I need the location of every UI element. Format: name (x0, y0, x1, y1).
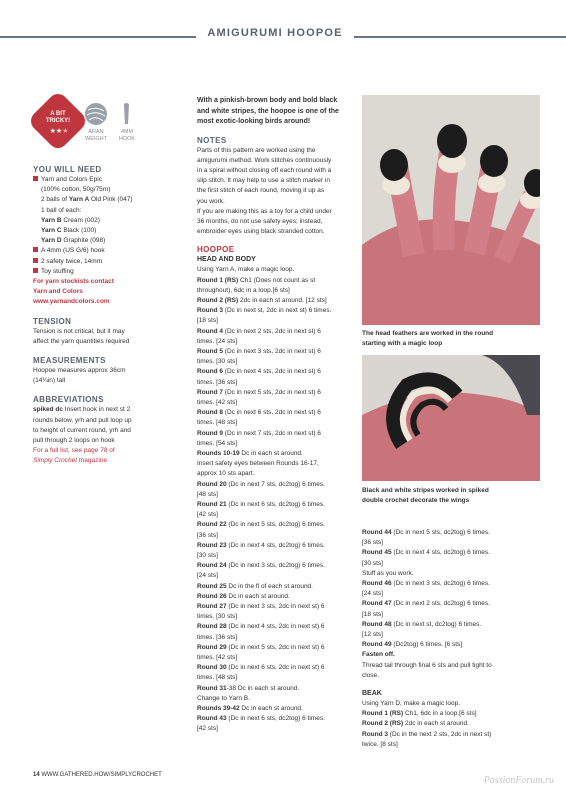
bullet-icon (33, 268, 38, 273)
instruction-line: [12 sts] (362, 631, 383, 639)
instruction-line: [48 sts] (197, 490, 218, 498)
instruction-line: Round 6 (Dc in next 4 sts, 2dc in next st) 6 (197, 368, 321, 376)
instruction-line: Round 4 (Dc in next 2 sts, 2dc in next st) 6 (197, 327, 321, 335)
instruction-line: [18 sts] (362, 610, 383, 618)
hoopoe-heading: HOOPOE (197, 245, 235, 255)
instruction-line: Round 3 (Dc in next st, 2dc in next st) 6 times. (197, 307, 332, 315)
instruction-line: Round 27 (Dc in next 3 sts, 2dc in next st) 6 (197, 603, 325, 611)
stockist-link[interactable]: www.yarnandcolors.com (33, 298, 110, 306)
instruction-line: Round 8 (Dc in next 6 sts, 2dc in next st) 6 (197, 409, 321, 417)
beak-heading: BEAK (362, 690, 382, 698)
instruction-line: [18 sts] (197, 317, 218, 325)
head-feathers-photo (362, 95, 540, 325)
hook-size-label: 4MM HOOK (118, 129, 136, 142)
difficulty-stars: ★★★ (49, 128, 69, 135)
instruction-line: times. [36 sts] (197, 633, 238, 641)
instruction-line: Round 30 (Dc in next 6 sts, 2dc in next st) 6 (197, 664, 325, 672)
instruction-line: times. [54 sts] (197, 439, 238, 447)
notes-text (197, 146, 357, 238)
instruction-line: Round 2 (RS) 2dc in each st around. (362, 720, 469, 728)
notes-line: Parts of this pattern are worked using the (197, 146, 316, 154)
materials-list: Yarn and Colors Epic (100% cotton, 50g/75m) 2 balls of Yarn A Old Pink (047) 1 ball of each: Yarn B Cream (002) Yarn C Black (100) Yarn D Graphite (098) A 4mm (US G/6) hook 2 safety twice, 14mm Toy stuffing For yarn stockists contact Yarn and Colors www.yarnandcolors.com (33, 175, 183, 308)
instruction-line: [30 sts] (197, 552, 218, 560)
info-badges (33, 96, 143, 146)
instruction-line: Round 46 (Dc in next 3 sts, dc2tog) 6 times. (362, 580, 490, 588)
instruction-line: Fasten off. (362, 651, 395, 659)
notes-heading: NOTES (197, 135, 227, 145)
instruction-line: Round 1 (RS) Ch1, 6dc in a loop.[6 sts] (362, 710, 477, 718)
intro-text: With a pinkish-brown body and bold black and white stripes, the hoopoe is one of the most exotic-looking birds around! (197, 97, 339, 125)
instruction-line: Round 2 (RS) 2dc in each st around. [12 sts] (197, 296, 327, 304)
instruction-line: [42 sts] (197, 511, 218, 519)
notes-line: embroider eyes using black stranded cotton. (197, 228, 325, 236)
photo-caption-2: Black and white stripes worked in spiked double crochet decorate the wings (362, 487, 489, 504)
instruction-line: Round 20 (Dc in next 7 sts, dc2tog) 6 times. (197, 480, 325, 488)
bullet-icon (33, 247, 38, 252)
abbreviations-heading: ABBREVIATIONS (33, 395, 104, 405)
materials-column: YOU WILL NEED Yarn and Colors Epic (100% cotton, 50g/75m) 2 balls of Yarn A Old Pink (047) 1 ball of each: Yarn B Cream (002) Yarn C Black (100) Yarn D Graphite (098) A 4mm (US G/6) hook 2 safety twice, 14mm Toy stuffing For yarn stockists contact Yarn and Colors www.yarnandcolors.com TENSION Tension is not critical, but it may affect the yarn quantities required MEASUREMENTS Hoopoe measures approx 36cm (14¼in) tall ABBREVIATIONS spiked dc Insert hook in next st 2 rounds below, yrh and pull loop up to height of current round, yrh and pull through 2 loops on hook For a full list, see page 78 of Simply Crochet magazine (33, 164, 183, 467)
instruction-line: Round 43 (Dc in next 6 sts, dc2tog) 6 times. (197, 715, 325, 723)
instruction-line: Round 5 (Dc in next 3 sts, 2dc in next st) 6 (197, 347, 321, 355)
header-rule-left (0, 36, 196, 38)
instruction-line: times. [36 sts] (197, 378, 238, 386)
pattern-column (197, 96, 357, 735)
instruction-line: Round 31-38 Dc in each st around. (197, 684, 300, 692)
difficulty-label: A BIT TRICKY! (45, 111, 71, 124)
instruction-line: [30 sts] (362, 559, 383, 567)
instruction-line: Round 21 (Dc in next 6 sts, dc2tog) 6 times. (197, 501, 325, 508)
bullet-icon (33, 176, 38, 181)
difficulty-badge (36, 99, 80, 143)
instruction-line: [42 sts] (197, 725, 218, 733)
notes-line: you work. (197, 197, 225, 205)
crochet-hook-icon (115, 102, 139, 126)
instruction-line: Round 7 (Dc in next 5 sts, 2dc in next st) 6 (197, 388, 321, 396)
instruction-line: Round 49 (Dc2tog) 6 times. [6 sts] (362, 641, 463, 649)
instruction-line: Round 25 Dc in the fl of each st around. (197, 582, 313, 590)
instruction-line: Stuff as you work. (362, 569, 414, 577)
pattern-continued-column (362, 528, 542, 750)
instruction-line: Rounds 39-42 Dc in each st around. (197, 705, 303, 713)
instruction-line: Round 28 (Dc in next 4 sts, 2dc in next st) 6 (197, 623, 325, 631)
head-body-heading: HEAD AND BODY (197, 256, 256, 264)
instruction-line: Round 9 (Dc in next 7 sts, 2dc in next st) 6 (197, 429, 321, 437)
instruction-line: Round 29 (Dc in next 5 sts, 2dc in next st) 6 (197, 643, 325, 651)
notes-line: the first stitch of each round, moving it up as (197, 187, 325, 195)
bullet-icon (33, 258, 38, 263)
instruction-line: Round 44 (Dc in next 5 sts, dc2tog) 6 times. (362, 529, 490, 536)
yarn-weight-label: ARAN WEIGHT (85, 129, 107, 142)
instruction-line: Using Yarn D, make a magic loop. (362, 700, 461, 708)
tension-heading: TENSION (33, 316, 72, 326)
notes-line: slip stitch. It may help to use a stitch marker in (197, 177, 330, 185)
instruction-line: times. [42 sts] (197, 654, 238, 662)
measurements-heading: MEASUREMENTS (33, 356, 106, 366)
instruction-line: Using Yarn A, make a magic loop. (197, 266, 295, 274)
instruction-line: Round 47 (Dc in next 2 sts, dc2tog) 6 times. (362, 600, 490, 608)
stockists-text: For yarn stockists contact (33, 278, 114, 286)
page-header (0, 24, 566, 48)
instruction-line: twice. [8 sts] (362, 740, 398, 748)
page-footer: 14 WWW.GATHERED.HOW/SIMPLYCROCHET (33, 772, 162, 778)
instruction-line: [36 sts] (197, 531, 218, 539)
instruction-line: Round 45 (Dc in next 4 sts, dc2tog) 6 times. (362, 549, 490, 557)
photo-caption-1: The head feathers are worked in the round starting with a magic loop (362, 330, 494, 347)
instruction-line: close. (362, 671, 379, 679)
wing-stripes-photo (362, 355, 540, 481)
instruction-line: Round 3 (Dc in the next 2 sts, 2dc in next st) (362, 730, 492, 738)
instruction-line: throughout), 6dc in a loop.[6 sts] (197, 286, 290, 294)
header-rule-right (354, 36, 566, 38)
instruction-line: Thread tail through final 6 sts and pull tight to (362, 661, 492, 669)
instruction-line: Round 26 Dc in each st around. (197, 592, 290, 600)
instruction-line: [24 sts] (197, 572, 218, 580)
instruction-line: [36 sts] (362, 539, 383, 547)
instruction-line: Rounds 10-19 Dc in each st around. (197, 449, 303, 457)
instruction-line: times. [48 sts] (197, 674, 238, 682)
instruction-line: Insert safety eyes between Rounds 16-17, (197, 460, 319, 468)
notes-line: amigurumi method. Work stitches continuously (197, 156, 332, 164)
instruction-line: times. [30 sts] (197, 613, 238, 621)
page-title: AMIGURUMI HOOPOE (207, 27, 343, 39)
instruction-line: Round 22 (Dc in next 5 sts, dc2tog) 6 times. (197, 521, 325, 529)
notes-line: 36 months, do not use safety eyes; instead, (197, 217, 323, 225)
instruction-line: [24 sts] (362, 590, 383, 598)
notes-line: in a spiral without closing off each round with a (197, 166, 332, 174)
watermark: PassionForum.ru (483, 775, 554, 786)
pattern-instructions (197, 265, 357, 734)
notes-line: If you are making this as a toy for a child under (197, 207, 332, 215)
instruction-line: approx 10 sts apart. (197, 470, 255, 478)
instruction-line: Round 1 (RS) Ch1 (Does not count as st (197, 276, 316, 284)
yarn-ball-icon (84, 102, 108, 126)
instruction-line: Change to Yarn B. (197, 694, 250, 702)
instruction-line: times. [30 sts] (197, 358, 238, 366)
instruction-line: times. [42 sts] (197, 398, 238, 406)
instruction-line: Round 48 (Dc in next st, dc2tog) 6 times. (362, 620, 482, 628)
instruction-line: Round 24 (Dc in next 3 sts, dc2tog) 6 times. (197, 562, 325, 570)
instruction-line: times. [24 sts] (197, 337, 238, 345)
instruction-line: Round 23 (Dc in next 4 sts, dc2tog) 6 times. (197, 541, 325, 549)
instruction-line: times. [48 sts] (197, 419, 238, 427)
you-will-need-heading: YOU WILL NEED (33, 165, 102, 174)
